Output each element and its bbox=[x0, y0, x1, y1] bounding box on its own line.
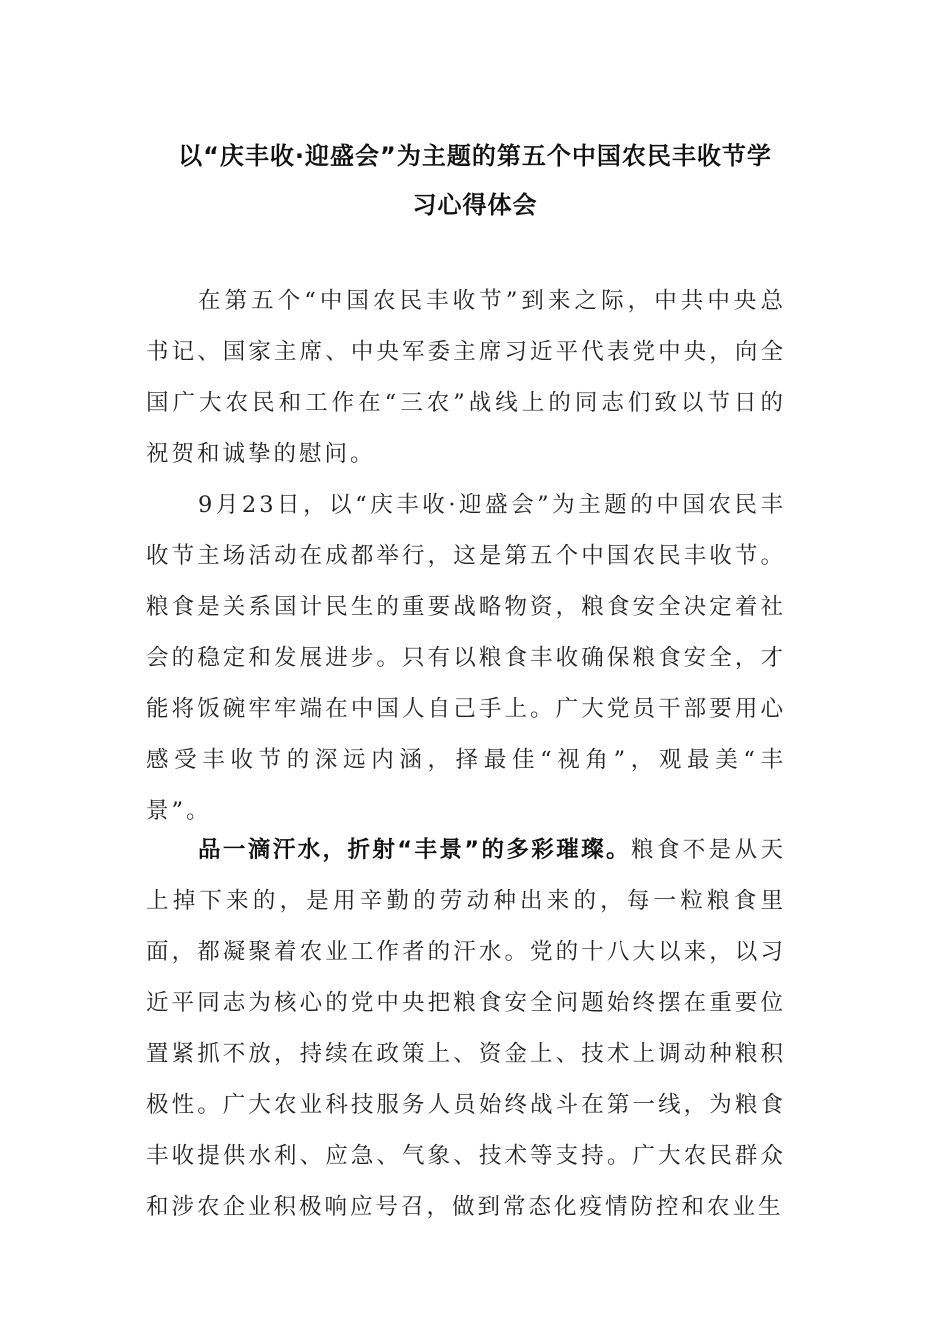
paragraph-3 bbox=[146, 825, 786, 1233]
paragraph-1: 在第五个“中国农民丰收节”到来之际，中共中央总书记、国家主席、中央军委主席习近平代表党中央，向全国广大农民和工作在“三农”战线上的同志们致以节日的祝贺和诚挚的慰问。 bbox=[146, 288, 786, 467]
paragraph-2: 9月23日，以“庆丰收·迎盛会”为主题的中国农民丰收节主场活动在成都举行，这是第五个中国农民丰收节。粮食是关系国计民生的重要战略物资，粮食安全决定着社会的稳定和发展进步。只有以粮食丰收确保粮食安全，才能将饭碗牢牢端在中国人自己手上。广大党员干部要用心感受丰收节的深远内涵，择最佳“视角”，观最美“丰景”。 bbox=[146, 492, 786, 824]
paragraph-3-body: 粮食不是从天上掉下来的，是用辛勤的劳动种出来的，每一粒粮食里面，都凝聚着农业工作者的汗水。党的十八大以来，以习近平同志为核心的党中央把粮食安全问题始终摆在重要位置紧抓不放，持续在政策上、资金上、技术上调动种粮积极性。广大农业科技服务人员始终战斗在第一线，为粮食丰收提供水利、应急、气象、技术等支持。广大农民群众和涉农企业积极响应号召，做到常态化疫情防控和农业生 bbox=[146, 837, 786, 1220]
document-title-line-1: 以“庆丰收·迎盛会”为主题的第五个中国农民丰收节学 bbox=[178, 142, 772, 170]
paragraph-3-lead-heading: 品一滴汗水，折射“丰景”的多彩璀璨。 bbox=[198, 837, 631, 863]
document-title-line-2: 习心得体会 bbox=[412, 191, 538, 219]
